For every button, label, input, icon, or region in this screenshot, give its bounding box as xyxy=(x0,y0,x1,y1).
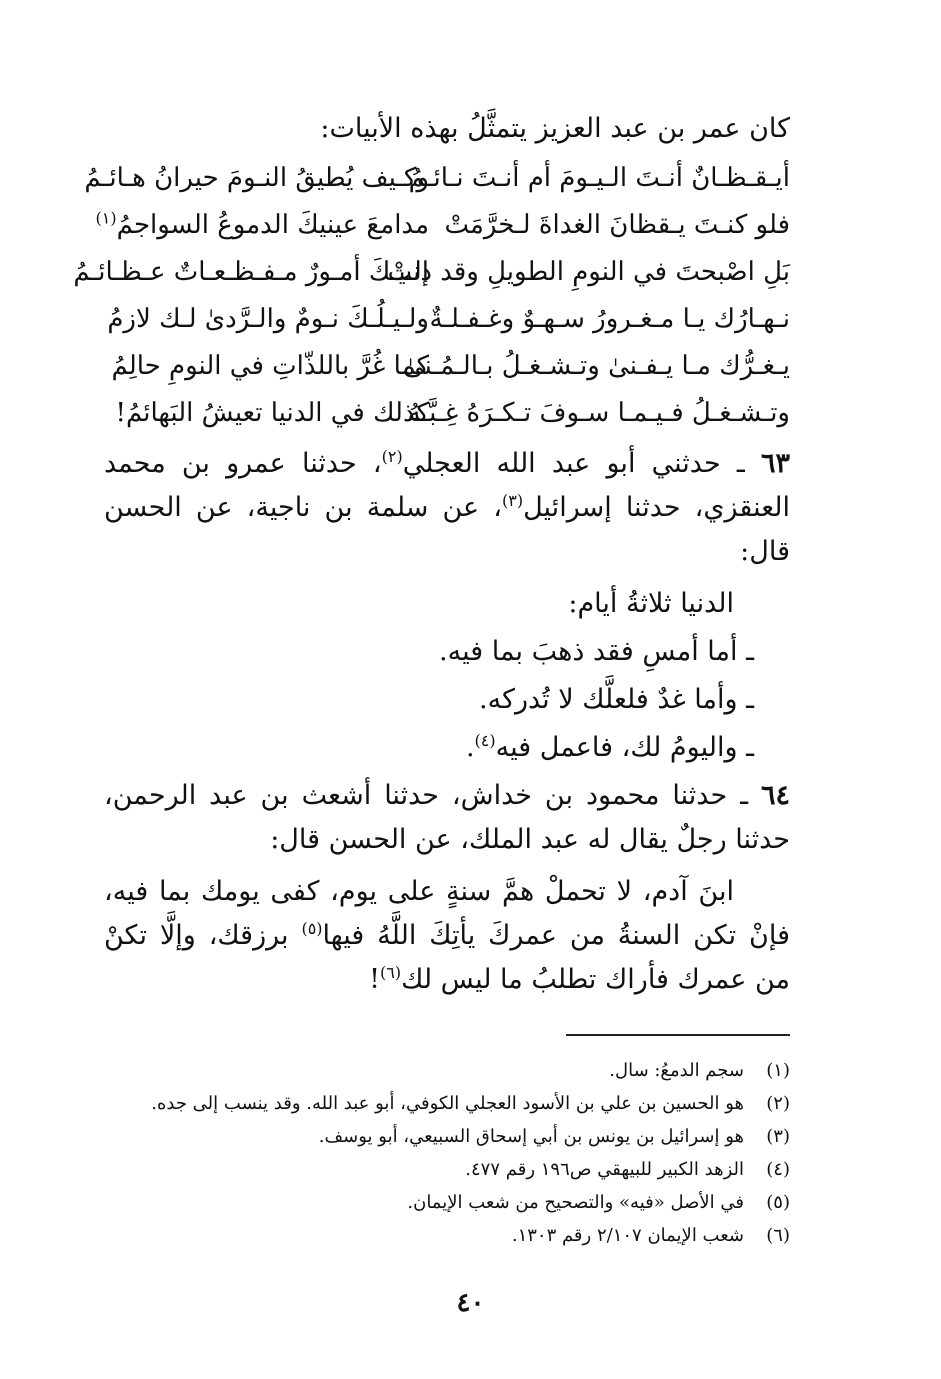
footnote-number: (٢) xyxy=(766,1093,790,1114)
footnote-number: (٣) xyxy=(766,1126,790,1147)
footnote-item xyxy=(104,1153,790,1186)
verse-first-hemistich: فلو كنـتَ يـقظانَ الغداةَ لـخرَّمَتْ xyxy=(444,209,790,240)
verse-second-hemistich xyxy=(95,207,429,240)
footnote-divider xyxy=(566,1034,790,1036)
page-number: ٤٠ xyxy=(456,1288,485,1318)
footnote-text: شعب الإيمان ٢/١٠٧ رقم ١٣٠٣. xyxy=(511,1225,744,1246)
poem-verse xyxy=(104,295,790,342)
saying-item xyxy=(104,724,790,772)
quote-paragraph xyxy=(104,870,790,1002)
verse-first-hemistich: نـهـارُك يـا مـغـرورُ سـهـوٌ وغـفـلـةٌ xyxy=(429,303,790,334)
intro-line: كان عمر بن عبد العزيز يتمثَّلُ بهذه الأبيات: xyxy=(320,113,790,144)
footnote-marker: (٢) xyxy=(381,447,403,466)
footnote-text: هو إسرائيل بن يونس بن أبي إسحاق السبيعي، أبو يوسف. xyxy=(318,1126,744,1147)
quote-text: ! xyxy=(369,964,381,995)
poem-verse xyxy=(104,342,790,389)
poem xyxy=(73,154,790,436)
verse-second-hemistich: ولـيـلُـكَ نـومٌ والـرَّدىٰ لـك لازمُ xyxy=(107,303,429,334)
narration-text: ، حدثنا عمرو بن محمد العنقزي، حدثنا إسرائيل xyxy=(104,448,790,523)
footnote-text: سجم الدمعُ: سال. xyxy=(609,1060,744,1081)
narration-63 xyxy=(104,442,790,574)
verse-first-hemistich: يـغـرُّك مـا يـفـنىٰ وتـشـغـلُ بـالـمُـنىٰ xyxy=(402,350,790,381)
footnote-marker: (٤) xyxy=(474,731,496,750)
verse-second-hemistich: إلـيـكَ أمـورٌ مـفـظـعـاتٌ عـظـائـمُ xyxy=(73,256,429,287)
footnote-marker: (٦) xyxy=(380,963,402,982)
narration-text: ، عن سلمة بن ناجية، عن الحسن قال: xyxy=(104,492,790,567)
footnote-text: هو الحسين بن علي بن الأسود العجلي الكوفي، أبو عبد الله. وقد ينسب إلى جده. xyxy=(151,1093,744,1114)
poem-verse xyxy=(73,248,790,295)
saying-item: ـ أما أمسِ فقد ذهبَ بما فيه. xyxy=(439,636,754,667)
footnote-number: (٤) xyxy=(766,1159,790,1180)
sayings-lead: الدنيا ثلاثةُ أيام: xyxy=(568,588,734,619)
footnote-marker: (٣) xyxy=(501,491,524,510)
footnote-item xyxy=(104,1219,790,1252)
narration-number: ٦٤ xyxy=(760,780,790,811)
footnote-item xyxy=(104,1120,790,1153)
footnote-number: (٥) xyxy=(766,1192,790,1213)
verse-first-hemistich: وتـشـغـلُ فـيـمـا سـوفَ تـكـرَهُ غِـبَّـهُ xyxy=(407,397,790,428)
footnote-item xyxy=(104,1054,790,1087)
footnote-text: الزهد الكبير للبيهقي ص١٩٦ رقم ٤٧٧. xyxy=(465,1159,744,1180)
verse-second-hemistich: كذلك في الدنيا تعيشُ البَهائمُ! xyxy=(115,397,429,428)
narration-number: ٦٣ xyxy=(760,448,790,479)
footnote-item xyxy=(104,1087,790,1120)
verse-second-hemistich: وكـيف يُطيقُ النـومَ حيرانُ هـائـمُ xyxy=(84,162,429,193)
quote-text: برزقك، وإلَّا تكنْ من عمرك فأراك تطلبُ ما ليس لك xyxy=(104,920,790,995)
saying-end: . xyxy=(465,732,475,763)
footnote-number: (٦) xyxy=(766,1225,790,1246)
footnotes xyxy=(104,1054,790,1252)
quote-text: ابنَ آدم، لا تحملْ همَّ سنةٍ على يوم، كفى يومك بما فيه، فإنْ تكن السنةُ من عمركَ يأتِكَ اللَّهُ فيها xyxy=(104,876,790,951)
verse-first-hemistich: أيـقـظـانٌ أنـتَ الـيـومَ أم أنـتَ نـائـمُ xyxy=(408,162,790,193)
poem-verse xyxy=(95,201,790,248)
footnote-number: (١) xyxy=(766,1060,790,1081)
verse-second-hemistich: كما غُرَّ باللذّاتِ في النومِ حالِمُ xyxy=(111,350,429,381)
page-content xyxy=(73,110,790,1360)
verse-text: مدامعَ عينيكَ الدموعُ السواجمُ xyxy=(116,209,429,240)
narration-64 xyxy=(104,774,790,862)
narration-text: ـ حدثني أبو عبد الله العجلي xyxy=(402,448,761,479)
poem-verse xyxy=(104,389,790,436)
footnote-item xyxy=(104,1186,790,1219)
sayings-list xyxy=(104,580,790,772)
footnote-marker: (٥) xyxy=(301,919,323,938)
saying-text: ـ واليومُ لك، فاعمل فيه xyxy=(495,732,754,763)
poem-verse xyxy=(84,154,790,201)
footnote-marker: (١) xyxy=(95,207,117,227)
footnote-text: في الأصل «فيه» والتصحيح من شعب الإيمان. xyxy=(407,1192,744,1213)
saying-item: ـ وأما غدٌ فلعلَّك لا تُدركه. xyxy=(479,684,754,715)
narration-text: ـ حدثنا محمود بن خداش، حدثنا أشعث بن عبد الرحمن، حدثنا رجلٌ يقال له عبد الملك، عن الحسن قال: xyxy=(104,780,790,855)
verse-first-hemistich: بَلِ اصْبحتَ في النومِ الطويلِ وقد دنتْ xyxy=(387,256,790,287)
